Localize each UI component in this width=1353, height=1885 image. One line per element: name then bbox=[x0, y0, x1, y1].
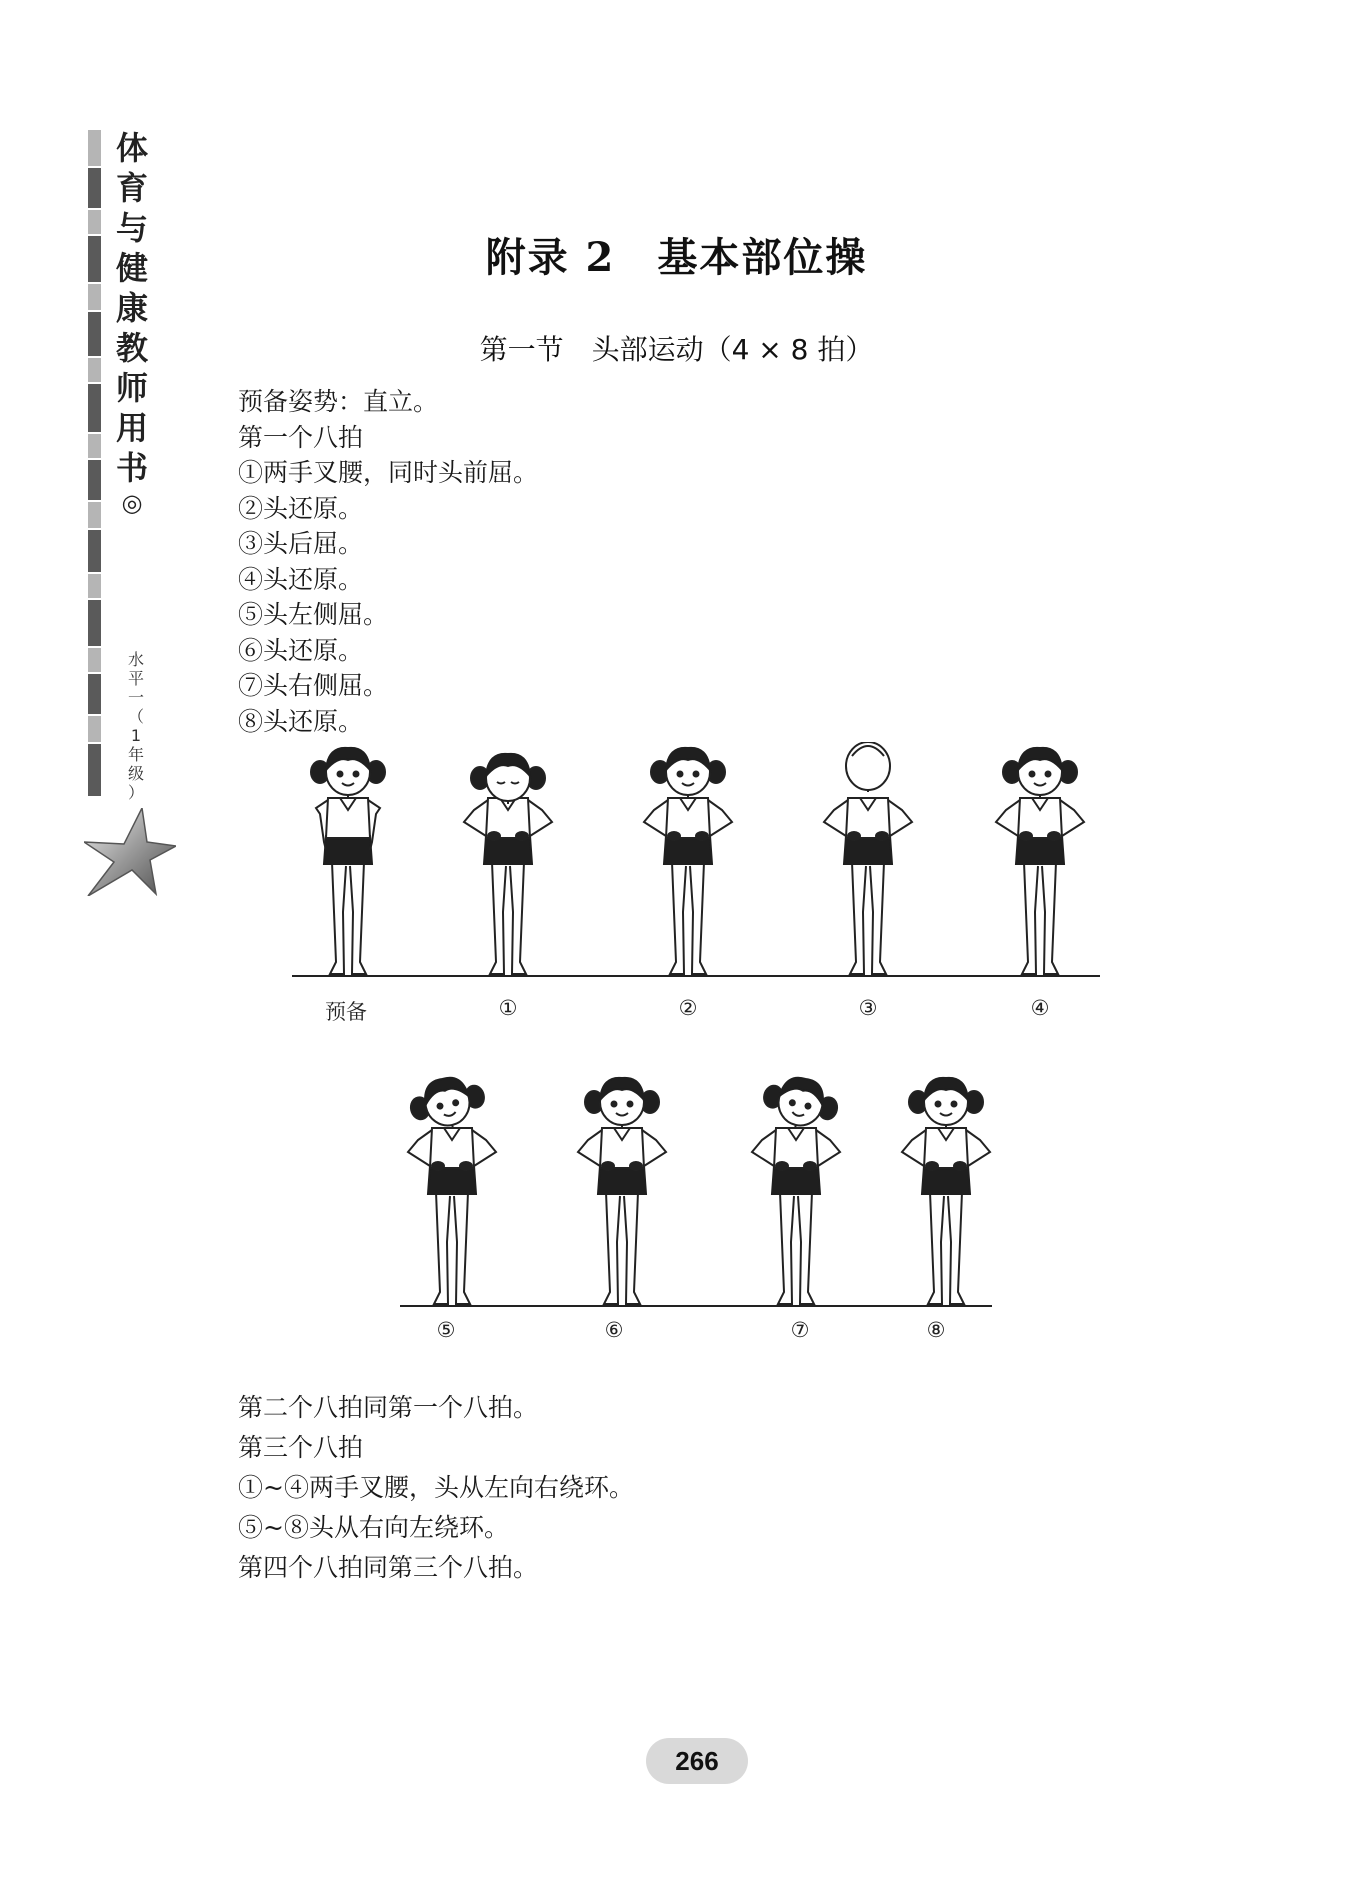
closing-instructions bbox=[238, 1388, 634, 1588]
margin-bar bbox=[88, 744, 101, 796]
book-title-char: 健 bbox=[115, 249, 148, 287]
instruction-line: ⑦头右侧屈。 bbox=[238, 671, 389, 700]
section-title: 第一节 头部运动（4 × 8 拍） bbox=[479, 333, 874, 366]
instruction-line: ①~④两手叉腰，头从左向右绕环。 bbox=[238, 1473, 634, 1502]
figure-row-1 bbox=[280, 742, 1110, 992]
grade-level-char: （ bbox=[127, 707, 144, 726]
grade-level-char: 级 bbox=[127, 764, 144, 783]
figure-caption: ① bbox=[498, 996, 518, 1020]
circle-mark: ◎ bbox=[121, 489, 143, 517]
figure-caption: ② bbox=[678, 996, 698, 1020]
grade-level-char: 年 bbox=[127, 745, 144, 764]
figure-caption: ⑧ bbox=[926, 1318, 946, 1342]
book-title-char: 康 bbox=[115, 289, 148, 327]
figure-caption: ⑤ bbox=[436, 1318, 456, 1342]
figure-caption: ⑦ bbox=[790, 1318, 810, 1342]
instruction-line: 第一个八拍 bbox=[238, 422, 364, 452]
margin-bar bbox=[88, 434, 101, 458]
instruction-line: ③头后屈。 bbox=[238, 529, 364, 558]
figure-row-2 bbox=[390, 1072, 1010, 1322]
instruction-line: ②头还原。 bbox=[238, 493, 364, 523]
page-number: 266 bbox=[675, 1746, 719, 1776]
instruction-line: ④头还原。 bbox=[238, 564, 364, 594]
instruction-line: ①两手叉腰，同时头前屈。 bbox=[238, 458, 539, 487]
margin-bar bbox=[88, 502, 101, 528]
grade-level-char: 1 bbox=[130, 726, 142, 745]
book-title-char: 书 bbox=[115, 449, 148, 487]
instruction-line: 第四个八拍同第三个八拍。 bbox=[238, 1553, 539, 1582]
margin-bar bbox=[88, 168, 101, 208]
girl-figure bbox=[406, 1072, 496, 1304]
book-title-char: 体 bbox=[115, 129, 148, 167]
girl-figure bbox=[311, 748, 385, 974]
instruction-list bbox=[238, 384, 538, 739]
instruction-line: ⑧头还原。 bbox=[238, 706, 364, 736]
book-title-char: 育 bbox=[115, 169, 148, 207]
girl-figure bbox=[578, 1078, 666, 1304]
margin-bar bbox=[88, 574, 101, 598]
girl-figure bbox=[902, 1078, 990, 1304]
grade-level-vertical bbox=[124, 650, 148, 802]
margin-bar bbox=[88, 130, 101, 166]
margin-bar bbox=[88, 284, 101, 310]
instruction-line: 第二个八拍同第一个八拍。 bbox=[238, 1393, 539, 1422]
grade-level-char: 水 bbox=[127, 650, 144, 669]
grade-level-char: ） bbox=[127, 783, 144, 802]
girl-figure bbox=[644, 748, 732, 974]
margin-bar bbox=[88, 716, 101, 742]
margin-bar bbox=[88, 674, 101, 714]
girl-figure bbox=[752, 1072, 842, 1304]
instruction-line: 第三个八拍 bbox=[238, 1433, 364, 1462]
margin-bar bbox=[88, 384, 101, 432]
figure-caption: ⑥ bbox=[604, 1318, 624, 1342]
girl-figure bbox=[824, 742, 912, 974]
grade-level-char: 一 bbox=[127, 688, 144, 707]
instruction-line: 预备姿势：直立。 bbox=[238, 387, 439, 416]
book-title-vertical bbox=[112, 128, 152, 518]
book-title-char: 用 bbox=[115, 409, 148, 447]
book-title-char: 与 bbox=[115, 209, 148, 247]
figure-caption: ④ bbox=[1030, 996, 1050, 1020]
instruction-line: ⑤~⑧头从右向左绕环。 bbox=[238, 1513, 509, 1542]
instruction-line: ⑤头左侧屈。 bbox=[238, 600, 389, 629]
book-title-char: 师 bbox=[115, 369, 148, 407]
margin-bar bbox=[88, 648, 101, 672]
figure-caption: 预备 bbox=[325, 1000, 367, 1024]
star-icon bbox=[84, 808, 176, 896]
instruction-line: ⑥头还原。 bbox=[238, 635, 364, 665]
girl-figure bbox=[996, 748, 1084, 974]
margin-bar bbox=[88, 460, 101, 500]
margin-bar bbox=[88, 530, 101, 572]
book-title-char: 教 bbox=[115, 329, 148, 367]
grade-level-char: 平 bbox=[127, 669, 144, 688]
girl-figure bbox=[464, 754, 552, 974]
page-title: 附录 2 基本部位操 bbox=[485, 234, 868, 281]
margin-bar bbox=[88, 600, 101, 646]
figure-caption: ③ bbox=[858, 996, 878, 1020]
